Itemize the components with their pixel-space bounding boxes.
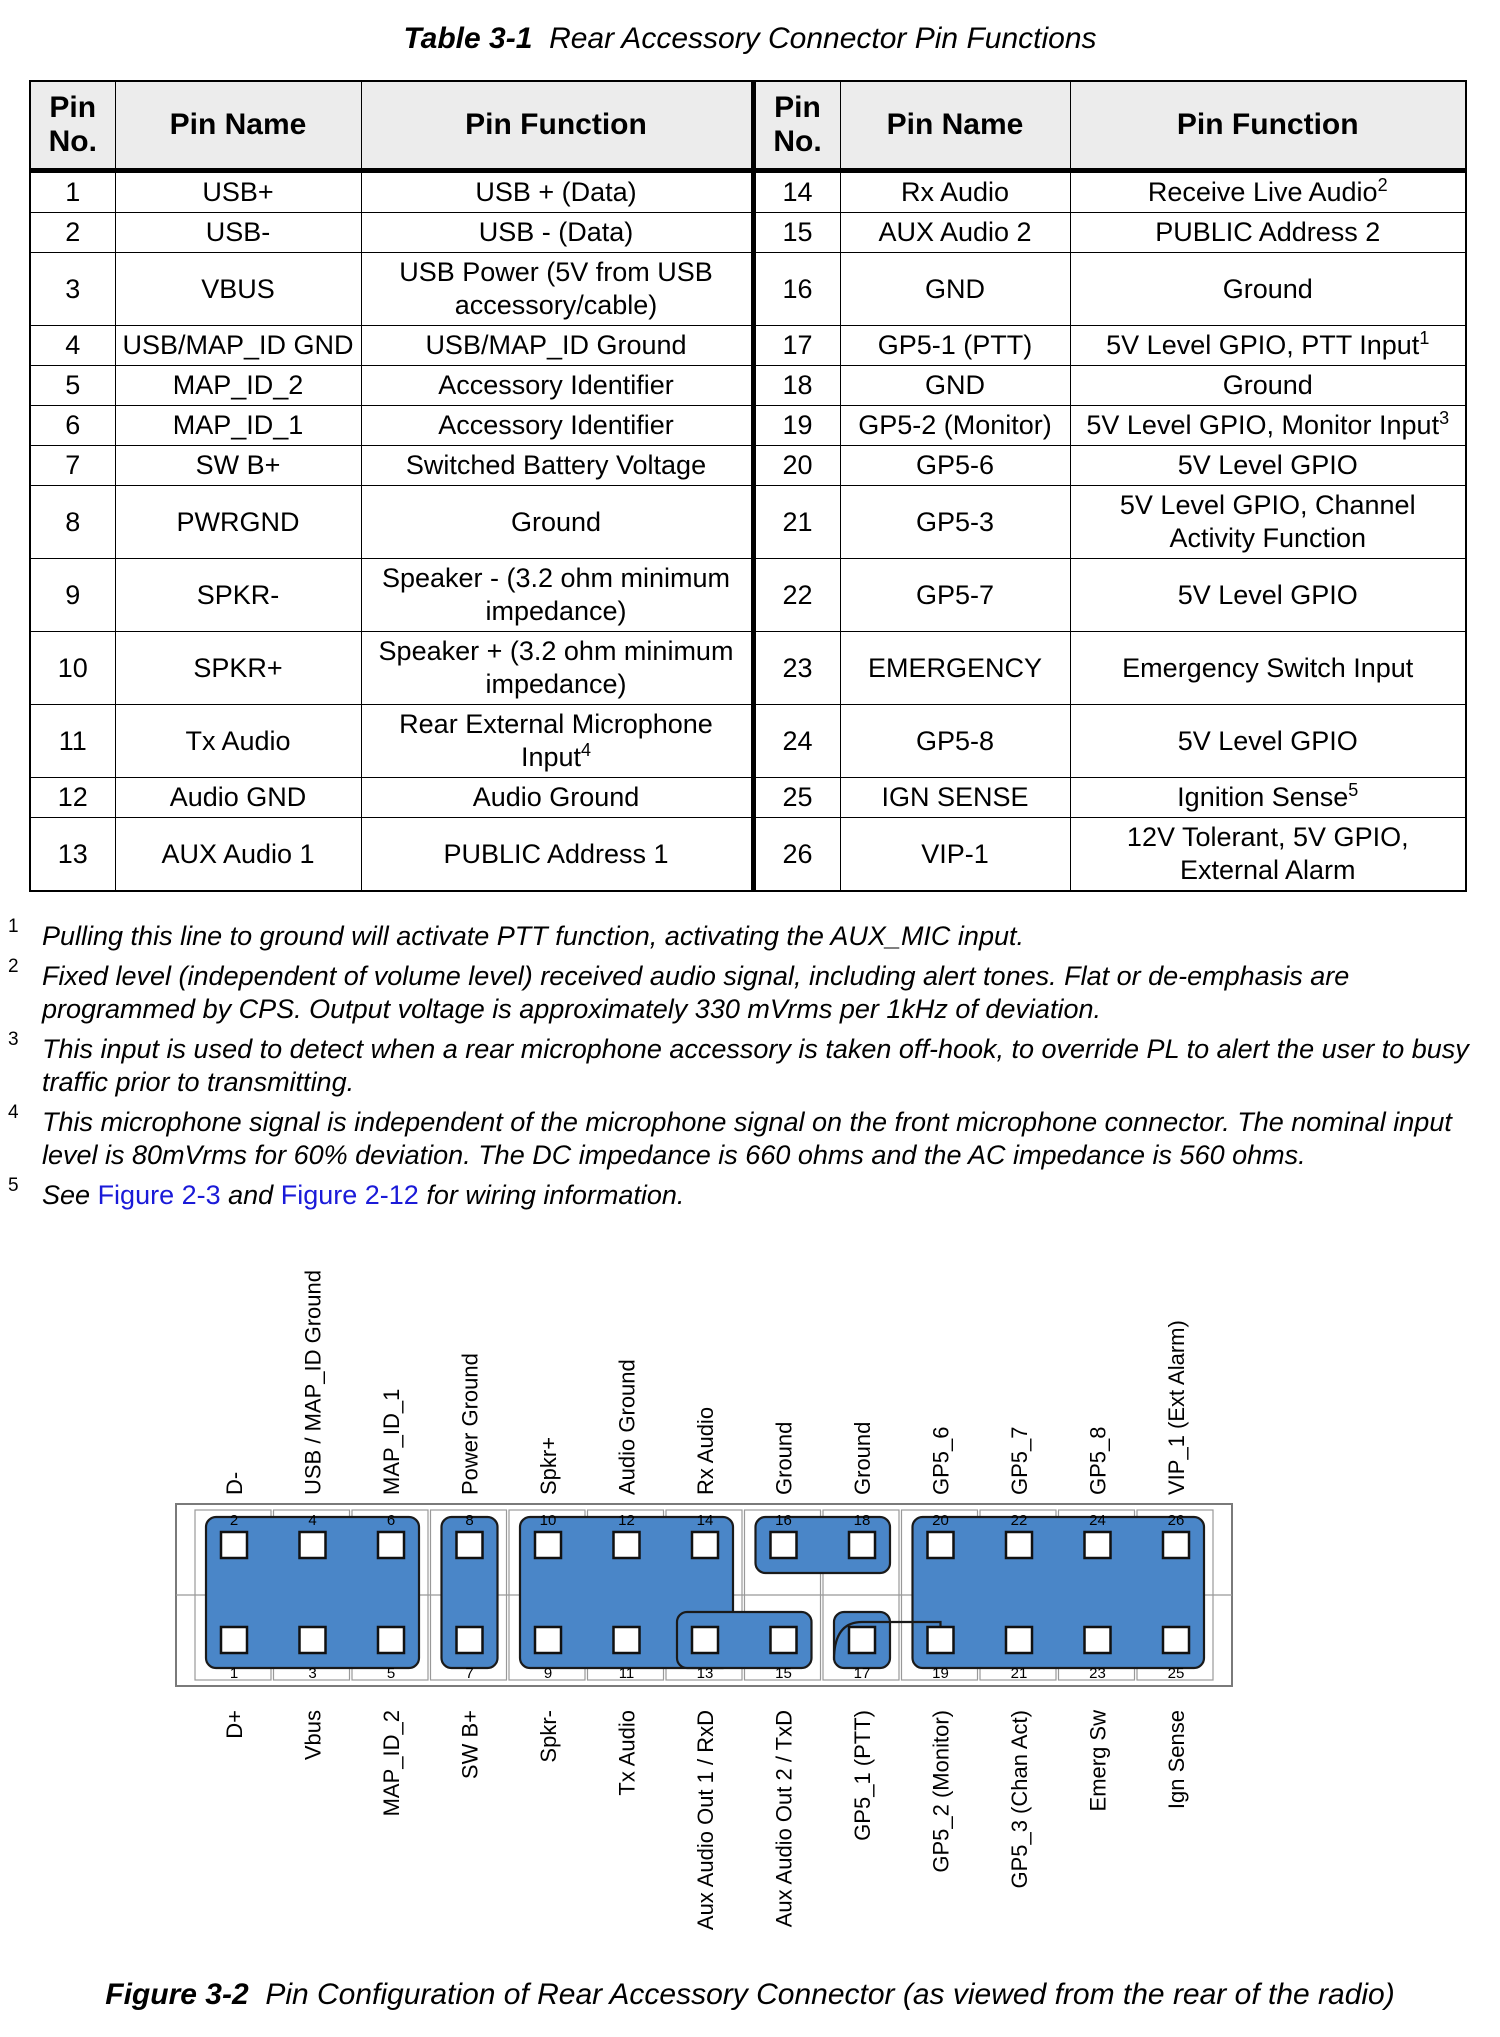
figure-2-3-link[interactable]: Figure 2-3 <box>97 1180 221 1210</box>
pin-name-cell: SPKR- <box>115 559 361 632</box>
pin-number-cell: 17 <box>753 326 840 366</box>
pin-number-bottom: 19 <box>932 1665 949 1682</box>
pin-contact <box>614 1627 640 1653</box>
pin-number-top: 6 <box>386 1512 396 1529</box>
table-row <box>30 486 1466 559</box>
footnote-ref: 3 <box>1439 408 1450 428</box>
pin-name-cell: Tx Audio <box>115 705 361 778</box>
table-header-row <box>30 81 1466 171</box>
table-caption-text: Rear Accessory Connector Pin Functions <box>549 22 1097 55</box>
bottom-pin-label: Ign Sense <box>1164 1710 1189 1810</box>
table-row <box>30 559 1466 632</box>
top-pin-label: Audio Ground <box>614 1359 640 1495</box>
table-body <box>30 171 1466 892</box>
bottom-pin-label: GP5_1 (PTT) <box>850 1710 875 1841</box>
pin-function-cell: 12V Tolerant, 5V GPIO, External Alarm <box>1070 818 1466 892</box>
header-pin-function: Pin Function <box>1070 81 1466 171</box>
pin-contact <box>457 1532 483 1558</box>
pin-function-cell: Emergency Switch Input <box>1070 632 1466 705</box>
pin-number-top: 10 <box>539 1512 557 1529</box>
top-pin-label: D- <box>222 1471 247 1495</box>
pin-number-cell: 12 <box>30 778 115 818</box>
connector-diagram <box>0 1230 1500 1970</box>
pin-number-bottom: 13 <box>696 1665 714 1682</box>
pin-contact <box>221 1627 247 1653</box>
top-pin-label: Ground <box>850 1421 875 1495</box>
header-pin-no: Pin No. <box>30 81 115 171</box>
pin-contact <box>1006 1532 1032 1558</box>
pin-number-cell: 18 <box>753 366 840 406</box>
header-pin-name: Pin Name <box>115 81 361 171</box>
pin-name-cell: USB- <box>115 213 361 253</box>
footnote-text: This input is used to detect when a rear microphone accessory is taken off-hook, to override PL to alert the user to busy traffic prior to transmitting. <box>42 1034 1469 1097</box>
pin-function-cell: Ground <box>1070 366 1466 406</box>
top-pin-label: Rx Audio <box>693 1406 718 1495</box>
pin-name-cell: USB/MAP_ID GND <box>115 326 361 366</box>
table-row <box>30 632 1466 705</box>
table-row <box>30 253 1466 326</box>
pin-contact <box>928 1532 954 1558</box>
footnote-4 <box>8 1102 1488 1172</box>
footnote-text: Pulling this line to ground will activate PTT function, activating the AUX_MIC input. <box>42 921 1024 951</box>
table-caption-label: Table 3-1 <box>403 22 533 55</box>
pin-number-top: 8 <box>465 1512 474 1529</box>
pin-number-top: 14 <box>696 1512 714 1529</box>
pin-name-cell: VBUS <box>115 253 361 326</box>
bottom-pin-label: Vbus <box>300 1710 326 1761</box>
pin-name-cell: Audio GND <box>115 778 361 818</box>
table-row <box>30 818 1466 892</box>
pin-number-top: 18 <box>853 1512 871 1529</box>
pin-name-cell: AUX Audio 2 <box>840 213 1070 253</box>
pin-contact <box>849 1532 875 1558</box>
pin-function-cell: Ignition Sense$^5$ <box>1070 778 1466 818</box>
pin-number-cell: 11 <box>30 705 115 778</box>
footnote-number: 5 <box>8 1175 19 1196</box>
pin-number-cell: 2 <box>30 213 115 253</box>
pin-function-cell: 5V Level GPIO <box>1070 446 1466 486</box>
footnote-1 <box>8 916 1488 953</box>
pin-number-cell: 20 <box>753 446 840 486</box>
pin-function-cell: 5V Level GPIO, PTT Input$^1$ <box>1070 326 1466 366</box>
top-pin-label: USB / MAP_ID Ground <box>300 1270 326 1495</box>
pin-name-cell: SPKR+ <box>115 632 361 705</box>
pin-function-cell: Ground <box>1070 253 1466 326</box>
pin-name-cell: GP5-1 (PTT) <box>840 326 1070 366</box>
figure-caption <box>0 1978 1500 2012</box>
pin-number-cell: 21 <box>753 486 840 559</box>
pin-function-cell: Ground <box>361 486 753 559</box>
pin-name-cell: SW B+ <box>115 446 361 486</box>
pin-number-bottom: 15 <box>775 1665 792 1682</box>
pin-number-cell: 26 <box>753 818 840 892</box>
pin-name-cell: MAP_ID_2 <box>115 366 361 406</box>
footnotes <box>8 916 1488 1219</box>
pin-number-cell: 14 <box>753 171 840 213</box>
top-pin-label: Spkr+ <box>536 1436 561 1495</box>
pin-name-cell: GP5-2 (Monitor) <box>840 406 1070 446</box>
pin-number-top: 4 <box>308 1512 317 1529</box>
pin-number-cell: 15 <box>753 213 840 253</box>
pin-contact <box>928 1627 954 1653</box>
bottom-pin-label: Spkr- <box>536 1710 561 1763</box>
top-pin-label: GP5_7 <box>1007 1426 1032 1495</box>
table-row <box>30 326 1466 366</box>
pin-number-cell: 22 <box>753 559 840 632</box>
pin-number-top: 2 <box>229 1512 239 1529</box>
footnote-see: See <box>42 1180 91 1210</box>
pin-function-cell: USB - (Data) <box>361 213 753 253</box>
pin-number-cell: 19 <box>753 406 840 446</box>
pin-function-cell: Speaker - (3.2 ohm minimum impedance) <box>361 559 753 632</box>
pin-contact <box>535 1532 561 1558</box>
pin-contact <box>378 1532 404 1558</box>
pin-number-cell: 13 <box>30 818 115 892</box>
pin-number-top: 22 <box>1010 1512 1028 1529</box>
pin-contact <box>300 1627 326 1653</box>
pin-function-table <box>29 80 1467 892</box>
pin-number-cell: 5 <box>30 366 115 406</box>
pin-number-bottom: 9 <box>543 1665 553 1682</box>
footnote-ref: 4 <box>581 740 592 760</box>
table-row <box>30 705 1466 778</box>
pin-contact <box>457 1627 483 1653</box>
pin-function-cell: 5V Level GPIO, Channel Activity Function <box>1070 486 1466 559</box>
pin-name-cell: GP5-6 <box>840 446 1070 486</box>
bottom-pin-label: SW B+ <box>457 1710 483 1780</box>
pin-number-top: 16 <box>775 1512 792 1529</box>
pin-number-cell: 10 <box>30 632 115 705</box>
pin-contact <box>1085 1627 1111 1653</box>
pin-contact <box>771 1532 797 1558</box>
pin-name-cell: GND <box>840 366 1070 406</box>
bottom-pin-label: Emerg Sw <box>1085 1710 1111 1812</box>
pin-function-cell: Audio Ground <box>361 778 753 818</box>
top-pin-label: VIP_1 (Ext Alarm) <box>1164 1320 1189 1495</box>
pin-number-cell: 4 <box>30 326 115 366</box>
footnote-number: 1 <box>8 916 19 937</box>
pin-number-cell: 8 <box>30 486 115 559</box>
pin-number-cell: 6 <box>30 406 115 446</box>
pin-function-cell: 5V Level GPIO <box>1070 705 1466 778</box>
pin-contact <box>692 1627 718 1653</box>
pin-contact <box>1163 1532 1189 1558</box>
pin-name-cell: VIP-1 <box>840 818 1070 892</box>
footnote-text: This microphone signal is independent of the microphone signal on the front microphone connector. The nominal input level is 80mVrms for 60% deviation. The DC impedance is 660 ohms and the AC impedance is 560 ohms. <box>42 1107 1452 1170</box>
pin-name-cell: PWRGND <box>115 486 361 559</box>
pin-name-cell: USB+ <box>115 171 361 213</box>
pin-number-cell: 25 <box>753 778 840 818</box>
pin-name-cell: MAP_ID_1 <box>115 406 361 446</box>
pin-number-bottom: 25 <box>1167 1665 1185 1682</box>
figure-caption-label: Figure 3-2 <box>105 1978 249 2011</box>
table-caption <box>0 22 1500 56</box>
pin-function-cell: PUBLIC Address 2 <box>1070 213 1466 253</box>
top-pin-label: GP5_8 <box>1085 1426 1111 1495</box>
pin-number-top: 24 <box>1089 1512 1106 1529</box>
pin-number-cell: 3 <box>30 253 115 326</box>
pin-number-cell: 9 <box>30 559 115 632</box>
pin-contact <box>849 1627 875 1653</box>
table-row <box>30 171 1466 213</box>
footnote-text: Fixed level (independent of volume level) received audio signal, including alert tones. Flat or de-emphasis are programmed by CPS. Output voltage is approximately 330 mVrms per 1kHz of deviation. <box>42 961 1350 1024</box>
bottom-pin-label: Aux Audio Out 1 / RxD <box>693 1710 718 1931</box>
pin-contact <box>1006 1627 1032 1653</box>
table-row <box>30 213 1466 253</box>
pin-contact <box>614 1532 640 1558</box>
bottom-pin-label: MAP_ID_2 <box>379 1710 404 1817</box>
footnote-5 <box>8 1175 1488 1212</box>
footnote-number: 3 <box>8 1029 19 1050</box>
pin-number-bottom: 5 <box>386 1665 396 1682</box>
bottom-pin-label: Aux Audio Out 2 / TxD <box>771 1710 797 1928</box>
pin-contact <box>1163 1627 1189 1653</box>
pin-number-bottom: 23 <box>1089 1665 1106 1682</box>
pin-contact <box>300 1532 326 1558</box>
pin-function-cell: Accessory Identifier <box>361 406 753 446</box>
bottom-pin-label: GP5_3 (Chan Act) <box>1007 1710 1032 1889</box>
pin-number-cell: 1 <box>30 171 115 213</box>
footnote-number: 4 <box>8 1102 19 1123</box>
pin-function-cell: Accessory Identifier <box>361 366 753 406</box>
table-row <box>30 366 1466 406</box>
table-row <box>30 406 1466 446</box>
pin-number-cell: 7 <box>30 446 115 486</box>
pin-contact <box>221 1532 247 1558</box>
bottom-pin-label: D+ <box>222 1710 247 1739</box>
pin-number-bottom: 1 <box>229 1665 239 1682</box>
pin-function-cell: 5V Level GPIO <box>1070 559 1466 632</box>
pin-name-cell: EMERGENCY <box>840 632 1070 705</box>
header-pin-name: Pin Name <box>840 81 1070 171</box>
pin-number-bottom: 3 <box>308 1665 317 1682</box>
top-pin-label: Ground <box>771 1421 797 1495</box>
pin-function-cell: Speaker + (3.2 ohm minimum impedance) <box>361 632 753 705</box>
pin-number-bottom: 21 <box>1010 1665 1028 1682</box>
pin-name-cell: GND <box>840 253 1070 326</box>
top-pin-label: Power Ground <box>457 1353 483 1495</box>
pin-number-bottom: 7 <box>465 1665 474 1682</box>
bottom-pin-label: Tx Audio <box>614 1710 640 1796</box>
top-pin-label: MAP_ID_1 <box>379 1388 404 1495</box>
pin-name-cell: GP5-8 <box>840 705 1070 778</box>
pin-number-cell: 16 <box>753 253 840 326</box>
pad-group <box>913 1517 1205 1668</box>
figure-2-12-link[interactable]: Figure 2-12 <box>280 1180 419 1210</box>
pin-number-cell: 23 <box>753 632 840 705</box>
footnote-and: and <box>228 1180 274 1210</box>
footnote-number: 2 <box>8 956 19 977</box>
pin-function-cell: 5V Level GPIO, Monitor Input$^3$ <box>1070 406 1466 446</box>
footnote-ref: 1 <box>1419 328 1430 348</box>
footnote-ref: 5 <box>1348 780 1359 800</box>
footnote-2 <box>8 956 1488 1026</box>
pin-contact <box>1085 1532 1111 1558</box>
table-row <box>30 778 1466 818</box>
pin-number-bottom: 11 <box>618 1665 635 1682</box>
table-row <box>30 446 1466 486</box>
pin-name-cell: GP5-3 <box>840 486 1070 559</box>
pin-function-cell: USB + (Data) <box>361 171 753 213</box>
pin-number-top: 20 <box>932 1512 949 1529</box>
pin-contact <box>692 1532 718 1558</box>
pin-function-cell: Receive Live Audio$^2$ <box>1070 171 1466 213</box>
footnote-ref: 2 <box>1377 175 1388 195</box>
pin-contact <box>535 1627 561 1653</box>
bottom-pin-label: GP5_2 (Monitor) <box>928 1710 954 1873</box>
pin-function-cell: Switched Battery Voltage <box>361 446 753 486</box>
footnote-3 <box>8 1029 1488 1099</box>
pin-function-cell: Rear External Microphone Input$^4$ <box>361 705 753 778</box>
pin-number-top: 26 <box>1167 1512 1185 1529</box>
figure-caption-text: Pin Configuration of Rear Accessory Connector (as viewed from the rear of the radio) <box>265 1978 1395 2011</box>
pin-name-cell: IGN SENSE <box>840 778 1070 818</box>
footnote-rest: for wiring information. <box>426 1180 685 1210</box>
pin-number-bottom: 17 <box>853 1665 871 1682</box>
pin-name-cell: GP5-7 <box>840 559 1070 632</box>
pin-function-cell: USB/MAP_ID Ground <box>361 326 753 366</box>
pin-name-cell: Rx Audio <box>840 171 1070 213</box>
pin-function-cell: USB Power (5V from USB accessory/cable) <box>361 253 753 326</box>
pin-number-cell: 24 <box>753 705 840 778</box>
header-pin-function: Pin Function <box>361 81 753 171</box>
pin-name-cell: AUX Audio 1 <box>115 818 361 892</box>
pin-number-top: 12 <box>618 1512 635 1529</box>
pin-function-cell: PUBLIC Address 1 <box>361 818 753 892</box>
header-pin-no: Pin No. <box>753 81 840 171</box>
pin-contact <box>771 1627 797 1653</box>
pin-contact <box>378 1627 404 1653</box>
top-pin-label: GP5_6 <box>928 1426 954 1495</box>
